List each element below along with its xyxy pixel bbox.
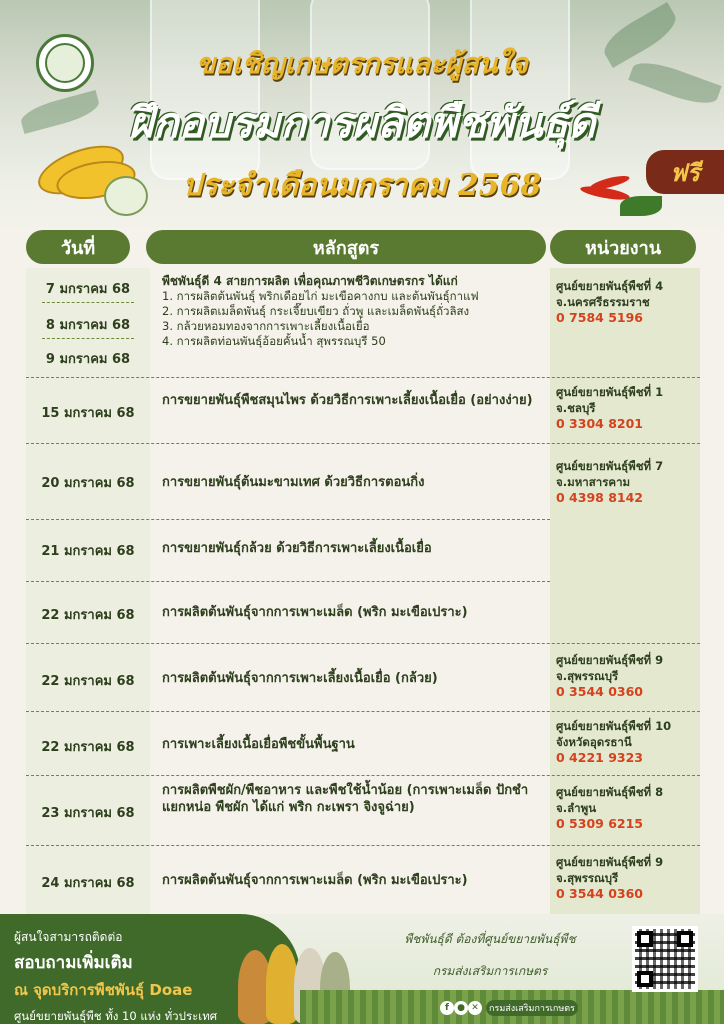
main-title: ฝึกอบรมการผลิตพืชพันธุ์ดี: [128, 98, 596, 147]
row-course: การผลิตต้นพันธุ์จากการเพาะเมล็ด (พริก มะเขือเปราะ): [162, 605, 468, 620]
date-divider: [42, 302, 134, 303]
row-unit: [556, 458, 702, 506]
column-header-date: วันที่: [26, 230, 130, 264]
unit-province: จ.ชลบุรี: [556, 401, 596, 415]
row-date: 22 มกราคม 68: [41, 608, 135, 623]
row-course: [162, 274, 550, 349]
row-course: การขยายพันธุ์พืชสมุนไพร ด้วยวิธีการเพาะเลี้ยงเนื้อเยื่อ (อย่างง่าย): [162, 393, 533, 408]
row-unit: [556, 854, 702, 902]
unit-phone: 0 7584 5196: [556, 310, 643, 325]
unit-province: จ.สุพรรณบุรี: [556, 669, 619, 683]
course-item: 3. กล้วยหอมทองจากการเพาะเลี้ยงเนื้อเยื่อ: [162, 319, 370, 333]
unit-name: ศูนย์ขยายพันธุ์พืชที่ 4: [556, 279, 664, 293]
row-unit: [556, 652, 702, 700]
row-date: 22 มกราคม 68: [41, 674, 135, 689]
date-divider: [42, 338, 134, 339]
row-date: 21 มกราคม 68: [41, 544, 135, 559]
unit-phone: 0 3544 0360: [556, 886, 643, 901]
invite-line: ขอเชิญเกษตรกรและผู้สนใจ: [196, 47, 528, 80]
column-header-course: หลักสูตร: [146, 230, 546, 264]
table-row: [26, 520, 700, 582]
row-course: การผลิตต้นพันธุ์จากการเพาะเมล็ด (พริก มะเขือเปราะ): [162, 873, 468, 888]
slogan-line-2: กรมส่งเสริมการเกษตร: [432, 964, 548, 978]
row-course: การขยายพันธุ์ต้นมะขามเทศ ด้วยวิธีการตอนกิ่ง: [162, 475, 425, 490]
table-row: [26, 444, 700, 520]
row-date: 8 มกราคม 68: [45, 318, 131, 333]
line-icon[interactable]: ●: [454, 1001, 468, 1015]
slogan-line-1: พืชพันธุ์ดี ต้องที่ศูนย์ขยายพันธุ์พืช: [404, 932, 576, 946]
x-icon[interactable]: ✕: [468, 1001, 482, 1015]
header-banner: [0, 0, 724, 232]
unit-name: ศูนย์ขยายพันธุ์พืชที่ 10: [556, 719, 672, 733]
facebook-icon[interactable]: f: [440, 1001, 454, 1015]
unit-name: ศูนย์ขยายพันธุ์พืชที่ 7: [556, 459, 664, 473]
row-date: 20 มกราคม 68: [41, 476, 135, 491]
unit-province: จ.นครศรีธรรมราช: [556, 295, 650, 309]
service-point: ณ จุดบริการพืชพันธุ์ Doae: [14, 981, 193, 999]
course-item: 2. การผลิตเมล็ดพันธุ์ กระเจี๊ยบเขียว ถั่วพู และเมล็ดพันธุ์ถั่วลิสง: [162, 304, 470, 318]
column-header-unit: หน่วยงาน: [550, 230, 696, 264]
row-unit: [556, 784, 702, 832]
row-date: 9 มกราคม 68: [45, 352, 131, 367]
holy-basil-image: [620, 196, 662, 216]
row-date: 23 มกราคม 68: [41, 806, 135, 821]
row-unit: [556, 384, 702, 432]
row-unit: [556, 278, 702, 326]
row-date: 7 มกราคม 68: [45, 282, 131, 297]
eggplant-image: [104, 176, 148, 216]
unit-province: จ.มหาสารคาม: [556, 475, 631, 489]
table-row: [26, 712, 700, 776]
free-badge: ฟรี: [646, 150, 724, 194]
department-tag: กรมส่งเสริมการเกษตร: [486, 1000, 578, 1016]
table-row: [26, 776, 700, 846]
unit-province: จ.ลำพูน: [556, 801, 597, 815]
row-course: การผลิตต้นพันธุ์จากการเพาะเลี้ยงเนื้อเยื่อ (กล้วย): [162, 671, 438, 686]
row-course: การเพาะเลี้ยงเนื้อเยื่อพืชขั้นพื้นฐาน: [162, 737, 355, 752]
unit-province: จ.สุพรรณบุรี: [556, 871, 619, 885]
contact-intro: ผู้สนใจสามารถติดต่อ: [14, 930, 123, 944]
row-date: 22 มกราคม 68: [41, 740, 135, 755]
inquire-heading: สอบถามเพิ่มเติม: [14, 953, 133, 973]
unit-name: ศูนย์ขยายพันธุ์พืชที่ 1: [556, 385, 664, 399]
row-unit: [556, 718, 702, 766]
table-row: [26, 582, 700, 644]
course-item: 1. การผลิตต้นพันธุ์ พริกเดือยไก่ มะเขือคางกบ และต้นพันธุ์กาแฟ: [162, 289, 479, 303]
table-row: [26, 268, 700, 378]
unit-phone: 0 4398 8142: [556, 490, 643, 505]
unit-province: จังหวัดอุดรธานี: [556, 735, 632, 749]
unit-name: ศูนย์ขยายพันธุ์พืชที่ 8: [556, 785, 664, 799]
unit-name: ศูนย์ขยายพันธุ์พืชที่ 9: [556, 855, 664, 869]
unit-phone: 0 4221 9323: [556, 750, 643, 765]
course-item: 4. การผลิตท่อนพันธุ์อ้อยคั้นน้ำ สุพรรณบุรี 50: [162, 334, 386, 348]
table-row: [26, 846, 700, 914]
unit-name: ศูนย์ขยายพันธุ์พืชที่ 9: [556, 653, 664, 667]
course-lead: พืชพันธุ์ดี 4 สายการผลิต เพื่อคุณภาพชีวิตเกษตรกร ได้แก่: [162, 274, 458, 288]
table-row: [26, 378, 700, 444]
month-line: ประจำเดือนมกราคม 2568: [182, 168, 542, 203]
row-course: การผลิตพืชผัก/พืชอาหาร และพืชใช้น้ำน้อย (การเพาะเมล็ด ปักชำ แยกหน่อ พืชผัก ได้แก่ พริก กะเพรา จิงจูฉ่าย): [162, 783, 529, 815]
row-course: การขยายพันธุ์กล้วย ด้วยวิธีการเพาะเลี้ยงเนื้อเยื่อ: [162, 541, 432, 556]
unit-phone: 0 5309 6215: [556, 816, 643, 831]
row-date: 15 มกราคม 68: [41, 406, 135, 421]
qr-code[interactable]: [632, 926, 698, 992]
unit-phone: 0 3544 0360: [556, 684, 643, 699]
centers-note: ศูนย์ขยายพันธุ์พืช ทั้ง 10 แห่ง ทั่วประเทศ: [14, 1009, 218, 1023]
unit-phone: 0 3304 8201: [556, 416, 643, 431]
row-date: 24 มกราคม 68: [41, 876, 135, 891]
table-row: [26, 644, 700, 712]
